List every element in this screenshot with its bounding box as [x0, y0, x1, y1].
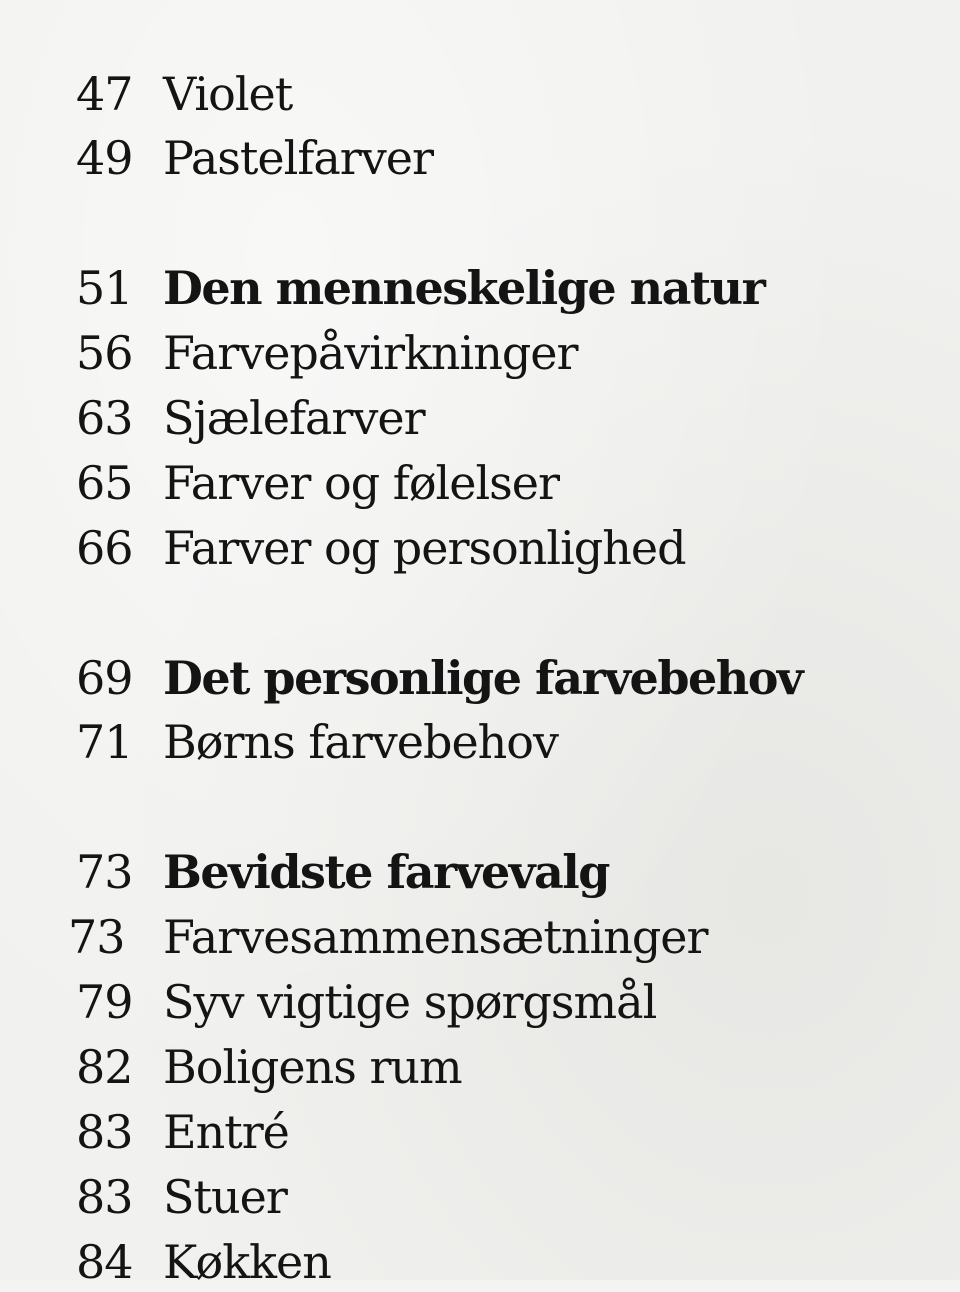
toc-page-number: 71: [76, 715, 133, 769]
toc-entry: [0, 388, 900, 448]
toc-title: Farver og personlighed: [163, 521, 686, 575]
toc-title: Farvesammensætninger: [163, 910, 708, 964]
toc-entry: [0, 712, 900, 772]
toc-entry: [0, 453, 900, 513]
toc-page-number: 84: [76, 1235, 133, 1289]
toc-entry: [0, 907, 900, 967]
toc-title: Børns farvebehov: [163, 715, 558, 769]
toc-entry: [0, 972, 900, 1032]
toc-entry: [0, 323, 900, 383]
toc-title: Køkken: [163, 1235, 331, 1289]
toc-title: Farver og følelser: [163, 456, 559, 510]
toc-page-number: 56: [76, 326, 133, 380]
toc-title: Stuer: [163, 1170, 287, 1224]
toc-page-number: 83: [76, 1105, 133, 1159]
toc-entry: [0, 64, 900, 124]
toc-entry: [0, 518, 900, 578]
toc-entry: [0, 1167, 900, 1227]
toc-page-number: 83: [76, 1170, 133, 1224]
toc-entry: [0, 1102, 900, 1162]
toc-entry: [0, 1037, 900, 1097]
toc-page-number: 47: [76, 67, 133, 121]
toc-title: Sjælefarver: [163, 391, 425, 445]
toc-section-heading: [0, 258, 900, 318]
toc-page-number: 49: [76, 131, 133, 185]
toc-page-number: 73: [76, 845, 133, 899]
toc-title: Syv vigtige spørgsmål: [163, 975, 657, 1029]
toc-page-number: 73: [68, 910, 125, 964]
toc-page-number: 66: [76, 521, 133, 575]
toc-page-number: 63: [76, 391, 133, 445]
toc-title: Violet: [163, 67, 293, 121]
toc-title: Det personlige farvebehov: [163, 651, 803, 705]
toc-entry: [0, 128, 900, 188]
toc-title: Den menneskelige natur: [163, 261, 765, 315]
toc-page-number: 79: [76, 975, 133, 1029]
toc-page-number: 69: [76, 651, 133, 705]
toc-page-number: 82: [76, 1040, 133, 1094]
toc-title: Bevidste farvevalg: [163, 845, 609, 899]
toc-title: Farvepåvirkninger: [163, 326, 578, 380]
toc-title: Entré: [163, 1105, 289, 1159]
toc-page-number: 51: [76, 261, 133, 315]
toc-section-heading: [0, 648, 900, 708]
toc-page-number: 65: [76, 456, 133, 510]
toc-section-heading: [0, 842, 900, 902]
toc-title: Pastelfarver: [163, 131, 433, 185]
toc-title: Boligens rum: [163, 1040, 462, 1094]
toc-entry: [0, 1232, 900, 1292]
